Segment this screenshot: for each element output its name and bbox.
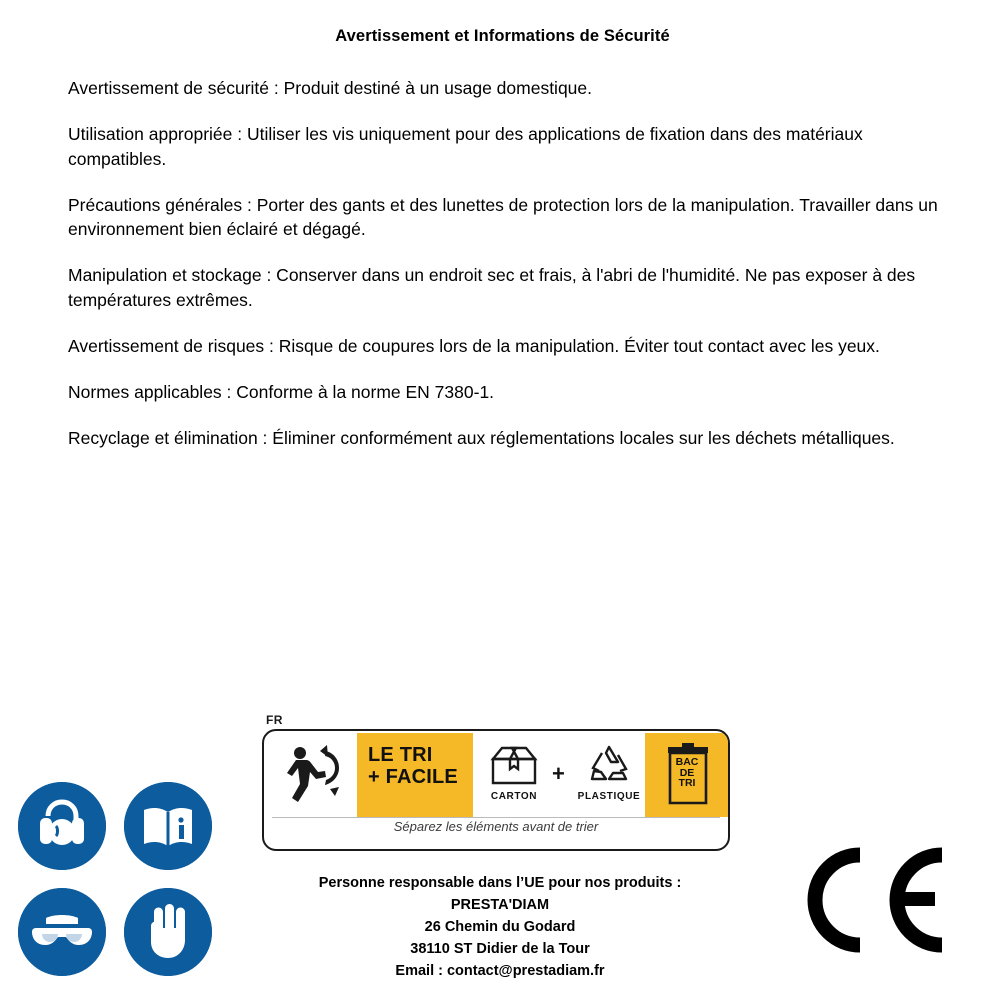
safety-information-text <box>68 76 954 471</box>
triman-item-carton <box>479 743 549 802</box>
paragraph-proper-use: Utilisation appropriée : Utiliser les vis uniquement pour des applications de fixation dans des matériaux compatibles. <box>68 123 863 169</box>
triman-recycling-label <box>262 713 732 853</box>
responsible-address: 26 Chemin du Godard <box>424 919 576 936</box>
cardboard-box-icon <box>479 743 549 787</box>
triman-slogan-line1: LE TRI <box>368 744 433 766</box>
triman-plus-sign: + <box>552 761 565 786</box>
triman-label-box <box>262 729 730 851</box>
responsible-city: 38110 ST Didier de la Tour <box>410 941 590 958</box>
safety-pictogram-group <box>18 782 218 980</box>
triman-slogan <box>368 745 472 788</box>
triman-item-carton-label: CARTON <box>490 791 538 802</box>
ear-protection-icon <box>18 782 106 870</box>
paragraph-general-precautions: Précautions générales : Porter des gants et des lunettes de protection lors de la manipulation. Travailler dans un environnement bien éclairé et dégagé. <box>68 194 938 240</box>
triman-slogan-line2: + FACILE <box>368 765 458 788</box>
triman-item-plastique-label: PLASTIQUE <box>577 791 641 802</box>
recycling-loop-icon <box>574 743 644 787</box>
eye-protection-icon <box>18 888 106 976</box>
paragraph-recycling-disposal: Recyclage et élimination : Éliminer conformément aux réglementations locales sur les déchets métalliques. <box>68 427 895 448</box>
responsible-person-line: Personne responsable dans l’UE pour nos produits : <box>318 875 682 891</box>
waste-bin-label-line1: BAC <box>675 756 699 768</box>
responsible-email: Email : contact@prestadiam.fr <box>395 963 605 980</box>
paragraph-applicable-standards: Normes applicables : Conforme à la norme EN 7380-1. <box>68 381 495 402</box>
triman-divider <box>272 817 720 818</box>
ce-mark-icon <box>800 845 950 955</box>
responsible-company: PRESTA'DIAM <box>450 897 550 914</box>
triman-language-code: FR <box>266 713 283 727</box>
paragraph-risk-warning: Avertissement de risques : Risque de coupures lors de la manipulation. Éviter tout contact avec les yeux. <box>68 335 880 356</box>
waste-bin-label-line2: DE <box>679 766 695 779</box>
read-instructions-icon <box>124 782 212 870</box>
triman-sorting-figure-icon <box>270 739 354 811</box>
waste-bin-label <box>664 757 710 789</box>
paragraph-handling-storage: Manipulation et stockage : Conserver dans un endroit sec et frais, à l'abri de l'humidité. Ne pas exposer à des températures extrêmes. <box>68 265 916 311</box>
triman-footer-text: Séparez les éléments avant de trier <box>393 819 599 834</box>
hand-protection-gloves-icon <box>124 888 212 976</box>
paragraph-safety-warning: Avertissement de sécurité : Produit destiné à un usage domestique. <box>68 78 593 98</box>
responsible-person-block <box>230 872 770 982</box>
page-title: Avertissement et Informations de Sécurité <box>335 27 670 45</box>
waste-bin-label-line3: TRI <box>678 777 696 790</box>
triman-item-plastique <box>574 743 644 802</box>
waste-bin-icon <box>656 741 720 812</box>
